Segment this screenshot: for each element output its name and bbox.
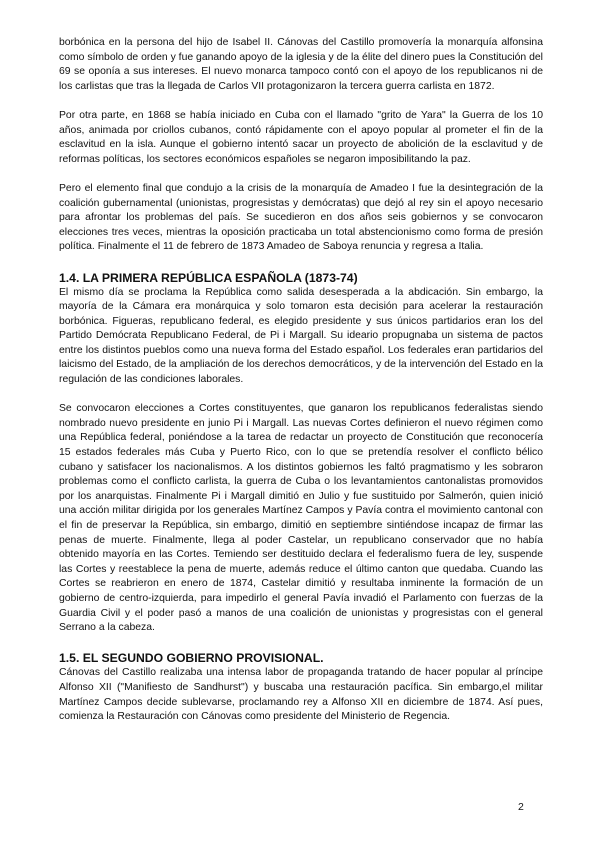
paragraph-monarquia-alfonsina: borbónica en la persona del hijo de Isabel II. Cánovas del Castillo promovería la monarquía alfonsina como símbolo de orden y fue ganando apoyo de la iglesia y de la élite del dinero pues la Constitución del 69 se oponía a sus intereses. El nuevo monarca tampoco contó con el apoyo de los republicanos ni de los carlistas que tras la llegada de Carlos VII protagonizaron la tercera guerra carlista en 1872. — [59, 37, 543, 92]
paragraph-guerra-cuba: Por otra parte, en 1868 se había iniciado en Cuba con el llamado "grito de Yara" la Guerra de los 10 años, animada por criollos cubanos, contó rápidamente con el apoyo popular al prometer el fin de la esclavitud en la isla. Aunque el gobierno intentó sacar un proyecto de abolición de la esclavitud y de reformas políticas, los sectores económicos españoles se negaron imposibilitando la paz. — [59, 109, 543, 165]
section-heading-segundo-gobierno: 1.5. EL SEGUNDO GOBIERNO PROVISIONAL. — [59, 651, 324, 666]
paragraph-crisis-amadeo: Pero el elemento final que condujo a la crisis de la monarquía de Amadeo I fue la desintegración de la coalición gubernamental (unionistas, progresistas y demócratas) que dejó al rey sin el apoyo necesario para afrontar los problemas del país. Se sucedieron en dos años seis gobiernos y se convocaron elecciones tres veces, mientras la oposición practicaba un total abstencionismo como forma de presión política. Finalmente el 11 de febrero de 1873 Amadeo de Saboya renuncia y regresa a Italia. — [59, 182, 543, 253]
paragraph-proclamacion-republica: El mismo día se proclama la República como salida desesperada a la abdicación. Sin embargo, la mayoría de la Cámara era monárquica y solo tomaron esta decisión para acelerar la restauración borbónica. Figueras, republicano federal, es elegido presidente y sus únicos partidarios eran los del Partido Demócrata Republicano Federal, de Pi i Margall. Su ideario propugnaba un sistema de pactos entre los distintos pueblos como una nueva forma del Estado español. Los federales eran partidarios del laicismo del Estado, de la ampliación de los derechos democráticos, y de la intervención del Estado en la regulación de las condiciones laborales. — [59, 286, 544, 386]
section-heading-primera-republica: 1.4. LA PRIMERA REPÚBLICA ESPAÑOLA (1873-74) — [59, 270, 358, 285]
document-page — [59, 36, 543, 725]
paragraph-cortes-constituyentes: Se convocaron elecciones a Cortes constituyentes, que ganaron los republicanos federalistas siendo nombrado nuevo presidente en junio Pi i Margall. Las nuevas Cortes definieron el nuevo régimen como una República federal, poniéndose a la tarea de redactar un proyecto de Constitución que reconocería 15 estados federales más Cuba y Puerto Rico, con lo que se pretendía resolver el conflicto bélico cubano y satisfacer los nacionalismos. A los distintos gobiernos les faltó pragmatismo y les sobraron problemas como el conflicto carlista, la guerra de Cuba o los levantamientos cantonalistas promovidos por los anarquistas. Finalmente Pi i Margall dimitió en Julio y fue sustituido por Salmerón, quien inició una acción militar dirigida por los generales Martínez Campos y Pavía contra el movimiento cantonal con el fin de preservar la República, sin embargo, dimitió en septiembre sintiéndose incapaz de firmar las penas de muerte. Finalmente, llega al poder Castelar, un republicano conservador que no había obtenido mayoría en las Cortes. Temiendo ser destituido declara el federalismo fuera de ley, suspende las Cortes y reestablece la pena de muerte, además reduce el último canton que quedaba. Cuando las Cortes se reabrieron en enero de 1874, Castelar dimitió y resultaba inminente la formación de un gobierno de centro-izquierda, para impedirlo el general Pavía invadió el Parlamento con fuerzas de la Guardia Civil y el poder pasó a manos de una coalición de unionistas y progresistas con el general Serrano a la cabeza. — [59, 403, 543, 634]
paragraph-restauracion: Cánovas del Castillo realizaba una intensa labor de propaganda tratando de hacer popular al príncipe Alfonso XII ("Manifiesto de Sandhurst") y buscaba una restauración pacífica. Sin embargo,el militar Martínez Campos decide sublevarse, proclamando rey a Alfonso XII en diciembre de 1874. Así pues, comienza la Restauración con Cánovas como presidente del Ministerio de Regencia. — [59, 667, 543, 723]
page-number: 2 — [518, 801, 524, 813]
